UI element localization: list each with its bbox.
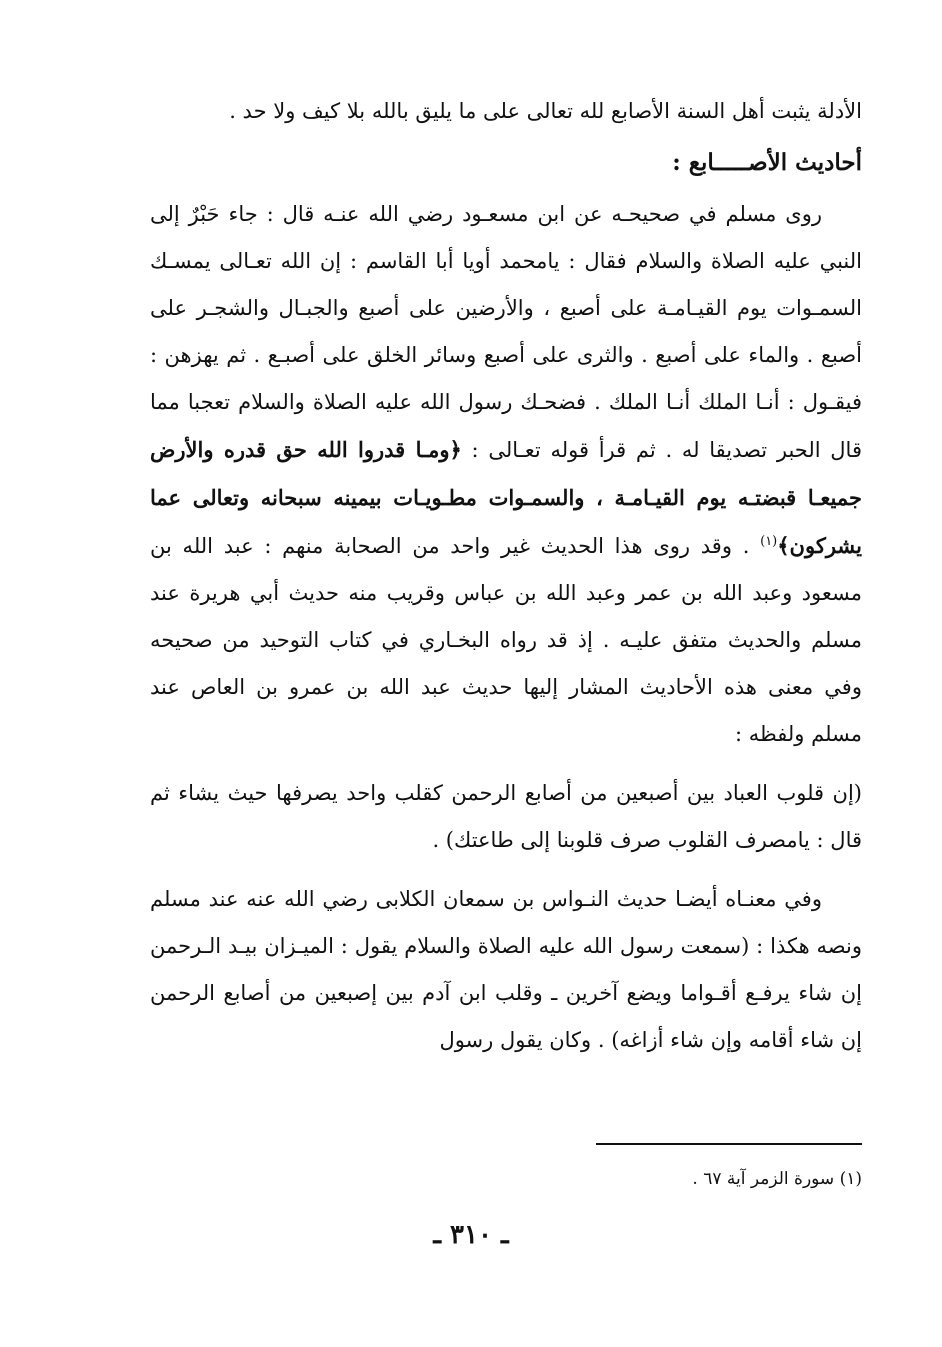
paragraph-intro-continuation: الأدلة يثبت أهل السنة الأصابع لله تعالى على ما يليق بالله بلا كيف ولا حد . [229,99,862,123]
paragraph-hadith-nawwas: وفي معنـاه أيضـا حديث النـواس بن سمعان الكلابى رضي الله عنه عند مسلم ونصه هكذا : (سمعت رسول الله عليه الصلاة والسلام يقول : الميـزان بيـد الـرحمن إن شاء يرفـع أقـواما ويضع آخرين ـ وقلب ابن آدم بين إصبعين من أصابع الرحمن إن شاء أقامه وإن شاء أزاغه) . وكان يقول رسول [150,887,862,1052]
paragraph-gap [150,758,862,770]
quran-quote: ﴿ومـا قدروا الله حق قدره والأرض جميعـا قبضتـه يوم القيـامـة ، والسمـوات مطـويـات بيمينه سبحانه وتعالى عما يشركون﴾ [150,437,862,558]
page-body [150,88,862,1064]
paragraph-gap [150,864,862,876]
paragraph-text-end: . وقد روى هذا الحديث غير واحد من الصحابة منهم : عبد الله بن مسعود وعبد الله بن عمر وعبد الله بن عباس وقريب منه حديث أبي هريرة عند مسلم والحديث متفق عليـه . إذ قد رواه البخـاري في كتاب التوحيد من صحيحه وفي معنى هذه الأحاديث المشار إليها حديث عبد الله بن عمرو بن العاص عند مسلم ولفظه : [150,534,862,746]
footnote-divider [596,1143,862,1145]
paragraph-text-start: روى مسلم في صحيحـه عن ابن مسعـود رضي الله عنـه قال : جاء حَبْرٌ إلى النبي عليه الصلاة والسلام فقال : يامحمد أويا أبا القاسم : إن الله تعـالى يمسـك السمـوات يوم القيـامـة على أصبع ، والأرضين على أصبع والجبـال والشجـر على أصبع . والماء على أصبع . والثرى على أصبع وسائر الخلق على أصبـع . ثم يهزهن : فيقـول : أنـا الملك أنـا الملك . فضحـك رسول الله عليه الصلاة والسلام تعجبا مما قال الحبر تصديقا له . ثم قرأ قوله تعـالى : [150,202,862,462]
footnote: (١) سورة الزمر آية ٦٧ . [692,1169,862,1189]
section-heading: أحاديث الأصـــــابع : [672,149,862,176]
page-number: ـ ٣١٠ ـ [433,1220,509,1250]
footnote-reference: (١) [760,534,778,549]
paragraph-hadith-hearts: (إن قلوب العباد بين أصبعين من أصابع الرحمن كقلب واحد يصرفها حيث يشاء ثم قال : يامصرف القلوب صرف قلوبنا إلى طاعتك) . [150,781,862,852]
paragraph-hadith-ibn-masud [150,191,862,758]
